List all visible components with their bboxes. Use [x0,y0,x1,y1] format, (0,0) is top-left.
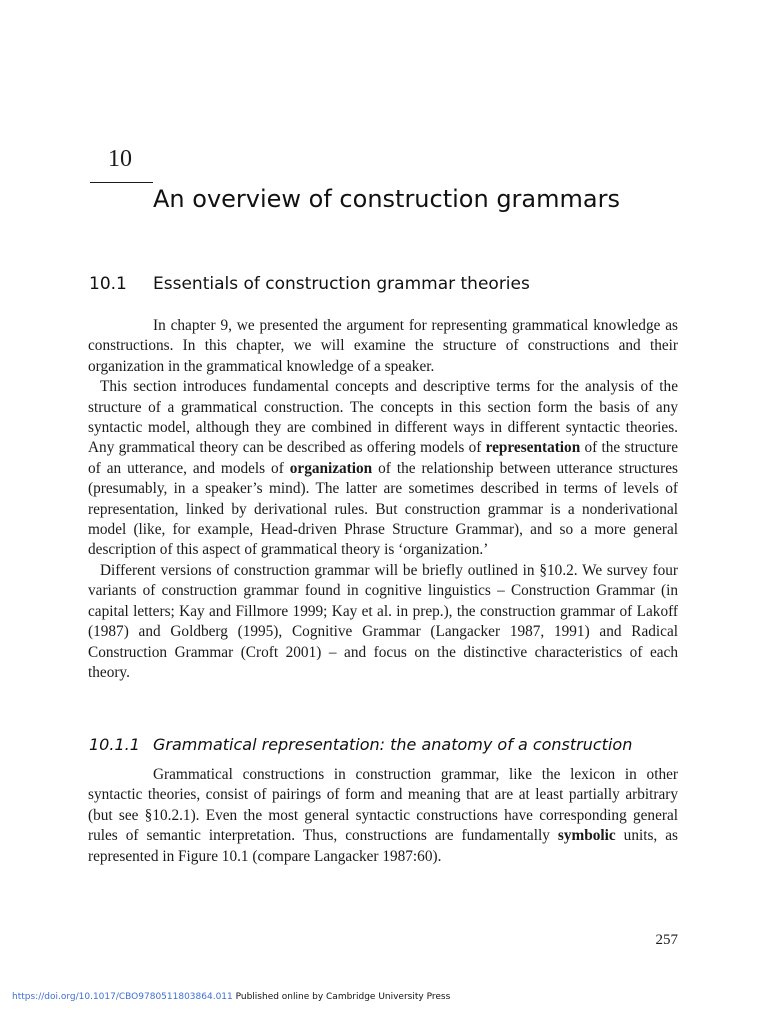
section-heading [89,272,530,296]
paragraph: In chapter 9, we presented the argument for representing grammatical knowledge as constructions. In this chapter, we will examine the structure of constructions and their organization in the grammatical knowledge of a speaker. [88,317,678,375]
footer [12,991,450,1003]
subsection-heading [89,734,632,756]
page-number: 257 [655,932,678,948]
bold-term: symbolic [557,827,616,845]
doi-link[interactable]: https://doi.org/10.1017/CBO9780511803864.011 [12,992,233,1002]
chapter-title: An overview of construction grammars [153,185,620,213]
bold-term: representation [485,439,581,457]
chapter-rule [90,182,153,183]
paragraph: Different versions of construction grammar will be briefly outlined in §10.2. We survey four variants of construction grammar found in cognitive linguistics – Construction Grammar (in capital letters; Kay and Fillmore 1999; Kay et al. in prep.), the construction grammar of Lakoff (1987) and Goldberg (1995), Cognitive Grammar (Langacker 1987, 1991) and Radical Construction Grammar (Croft 2001) – and focus on the distinctive characteristics of each theory. [88,561,678,681]
subsection-number: 10.1.1 [89,735,140,754]
paragraph: Grammatical constructions in construction grammar, like the lexicon in other syntactic theories, consist of pairings of form and meaning that are at least partially arbitrary (but see §10.2.1). Even the most general syntactic constructions have corresponding general rules of semantic interpretation. Thus, constructions are fundamentally symbolic units, as represented in Figure 10.1 (compare Langacker 1987:60). [88,766,679,865]
section-number: 10.1 [89,274,127,294]
section-title: Essentials of construction grammar theories [153,274,530,294]
chapter-number: 10 [108,146,132,172]
paragraph: This section introduces fundamental concepts and descriptive terms for the analysis of the structure of a grammatical construction. The concepts in this section form the basis of any syntactic model, although they are combined in different ways in different syntactic theories. Any grammatical theory can be described as offering models of representation of the structure of an utterance, and models of organization of the relationship between utterance structures (presumably, in a speaker’s mind). The latter are sometimes described in terms of levels of representation, linked by derivational rules. But construction grammar is a nonderivational model (like, for example, Head-driven Phrase Structure Grammar), and so a more general description of this aspect of grammatical theory is ‘organization.’ [88,378,679,559]
section-body [88,316,678,683]
bold-term: organization [289,459,373,477]
subsection-body [88,765,678,867]
publisher-note: Published online by Cambridge University Press [232,992,451,1002]
subsection-title: Grammatical representation: the anatomy of a construction [153,735,633,754]
